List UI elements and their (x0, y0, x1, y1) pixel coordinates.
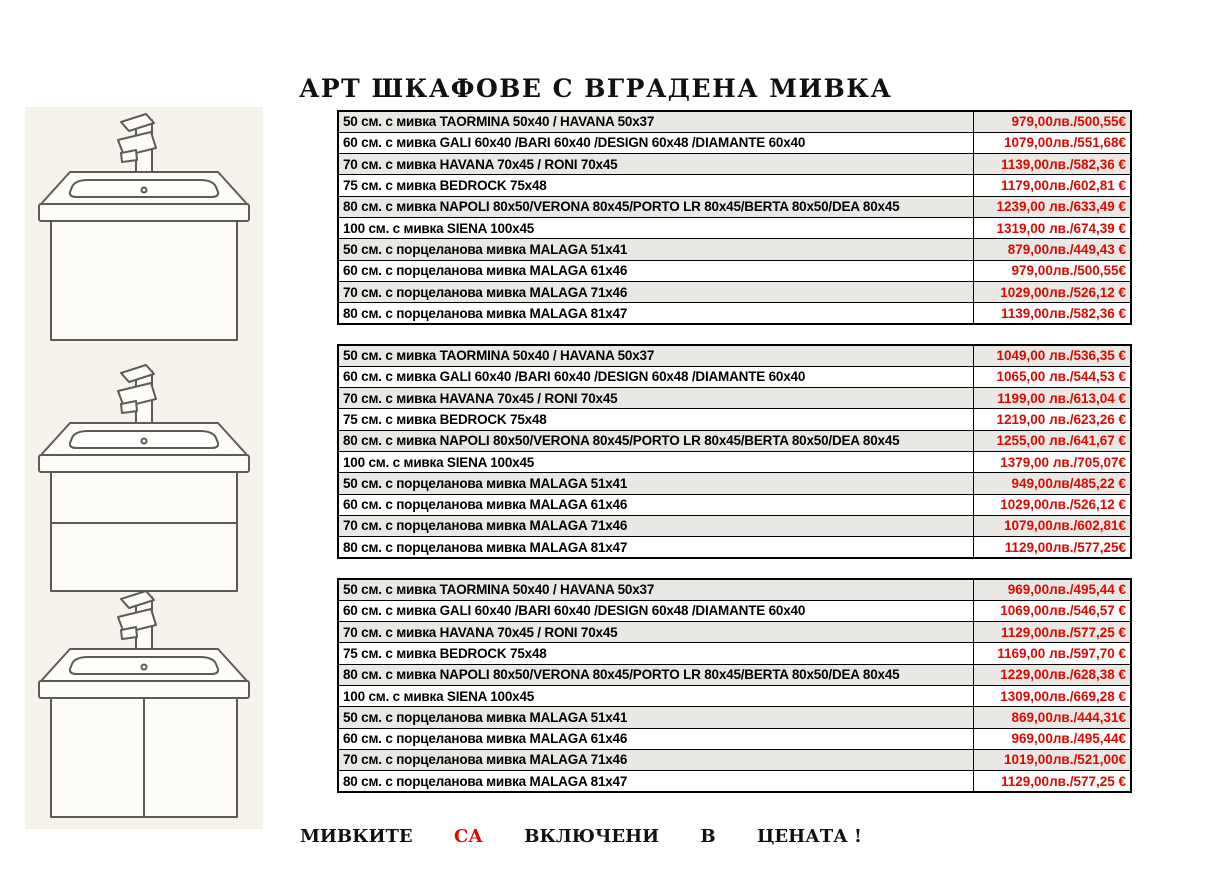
footer-word: СА (453, 826, 483, 847)
product-price: 1229,00лв./628,38 € (973, 664, 1131, 685)
product-description: 50 см. с мивка TAORMINA 50x40 / HAVANA 50x37 (338, 111, 973, 132)
price-table-1 (337, 110, 1132, 325)
product-description: 70 см. с порцеланова мивка MALAGA 71x46 (338, 749, 973, 770)
table-row (338, 239, 1131, 260)
product-description: 80 см. с мивка NAPOLI 80x50/VERONA 80x45/PORTO LR 80x45/BERTA 80x50/DEA 80x45 (338, 664, 973, 685)
table-row (338, 728, 1131, 749)
product-price: 969,00лв./495,44 € (973, 579, 1131, 600)
product-price: 869,00лв./444,31€ (973, 707, 1131, 728)
cabinet-illustrations-panel (25, 107, 263, 829)
product-price: 1079,00лв./551,68€ (973, 132, 1131, 153)
product-price: 1029,00лв./526,12 € (973, 494, 1131, 515)
footer-word: МИВКИТЕ (300, 826, 413, 847)
product-price: 1309,00лв./669,28 € (973, 685, 1131, 706)
table-row (338, 260, 1131, 281)
product-price: 1199,00 лв./613,04 € (973, 388, 1131, 409)
product-price: 1129,00лв./577,25 € (973, 622, 1131, 643)
product-price: 1239,00 лв./633,49 € (973, 196, 1131, 217)
product-price: 1139,00лв./582,36 € (973, 154, 1131, 175)
product-description: 60 см. с мивка GALI 60x40 /BARI 60x40 /DESIGN 60x48 /DIAMANTE 60x40 (338, 600, 973, 621)
table-row (338, 707, 1131, 728)
product-price: 1379,00 лв./705,07€ (973, 451, 1131, 472)
table-row (338, 366, 1131, 387)
product-price: 1065,00 лв./544,53 € (973, 366, 1131, 387)
table-row (338, 579, 1131, 600)
footer-word: ЦЕНАТА ! (756, 826, 862, 847)
table-row (338, 303, 1131, 324)
table-row (338, 388, 1131, 409)
product-description: 50 см. с мивка TAORMINA 50x40 / HAVANA 50x37 (338, 579, 973, 600)
product-description: 50 см. с мивка TAORMINA 50x40 / HAVANA 50x37 (338, 345, 973, 366)
table-row (338, 132, 1131, 153)
product-description: 75 см. с мивка BEDROCK 75x48 (338, 175, 973, 196)
cabinet-body (51, 221, 237, 340)
product-description: 80 см. с порцеланова мивка MALAGA 81x47 (338, 771, 973, 792)
product-price: 1079,00лв./602,81€ (973, 515, 1131, 536)
table-row (338, 537, 1131, 558)
table-row (338, 494, 1131, 515)
table-row (338, 664, 1131, 685)
product-description: 75 см. с мивка BEDROCK 75x48 (338, 643, 973, 664)
price-table-3 (337, 578, 1132, 793)
product-price: 1069,00лв./546,57 € (973, 600, 1131, 621)
product-description: 70 см. с порцеланова мивка MALAGA 71x46 (338, 515, 973, 536)
table-row (338, 281, 1131, 302)
product-price: 979,00лв./500,55€ (973, 260, 1131, 281)
product-description: 70 см. с порцеланова мивка MALAGA 71x46 (338, 281, 973, 302)
footer-note (300, 826, 862, 847)
product-price: 949,00лв/485,22 € (973, 473, 1131, 494)
product-description: 70 см. с мивка HAVANA 70x45 / RONI 70x45 (338, 622, 973, 643)
product-price: 1169,00 лв./597,70 € (973, 643, 1131, 664)
product-price: 1179,00лв./602,81 € (973, 175, 1131, 196)
product-description: 100 см. с мивка SIENA 100x45 (338, 217, 973, 238)
footer-word: В (700, 826, 716, 847)
product-description: 70 см. с мивка HAVANA 70x45 / RONI 70x45 (338, 154, 973, 175)
table-row (338, 217, 1131, 238)
table-row (338, 409, 1131, 430)
product-description: 50 см. с порцеланова мивка MALAGA 51x41 (338, 707, 973, 728)
table-row (338, 473, 1131, 494)
table-row (338, 196, 1131, 217)
product-description: 100 см. с мивка SIENA 100x45 (338, 451, 973, 472)
product-description: 80 см. с мивка NAPOLI 80x50/VERONA 80x45/PORTO LR 80x45/BERTA 80x50/DEA 80x45 (338, 196, 973, 217)
vanity-two-doors-illustration (25, 586, 263, 824)
cabinet-body (51, 472, 237, 591)
product-description: 75 см. с мивка BEDROCK 75x48 (338, 409, 973, 430)
product-price: 969,00лв./495,44€ (973, 728, 1131, 749)
table-row (338, 451, 1131, 472)
table-row (338, 345, 1131, 366)
product-price: 1319,00 лв./674,39 € (973, 217, 1131, 238)
product-price: 1129,00лв./577,25€ (973, 537, 1131, 558)
product-price: 1139,00лв./582,36 € (973, 303, 1131, 324)
table-row (338, 685, 1131, 706)
product-description: 50 см. с порцеланова мивка MALAGA 51x41 (338, 473, 973, 494)
product-price: 1029,00лв./526,12 € (973, 281, 1131, 302)
product-price: 1129,00лв./577,25 € (973, 771, 1131, 792)
table-row (338, 771, 1131, 792)
product-price: 1219,00 лв./623,26 € (973, 409, 1131, 430)
product-description: 60 см. с порцеланова мивка MALAGA 61x46 (338, 260, 973, 281)
product-description: 80 см. с порцеланова мивка MALAGA 81x47 (338, 537, 973, 558)
table-row (338, 111, 1131, 132)
table-row (338, 643, 1131, 664)
price-tables-container (337, 110, 1132, 812)
product-description: 60 см. с порцеланова мивка MALAGA 61x46 (338, 494, 973, 515)
table-row (338, 749, 1131, 770)
product-price: 879,00лв./449,43 € (973, 239, 1131, 260)
vanity-single-front-illustration (25, 109, 263, 347)
product-price: 1049,00 лв./536,35 € (973, 345, 1131, 366)
table-row (338, 175, 1131, 196)
product-price: 1019,00лв./521,00€ (973, 749, 1131, 770)
product-description: 60 см. с порцеланова мивка MALAGA 61x46 (338, 728, 973, 749)
product-description: 80 см. с мивка NAPOLI 80x50/VERONA 80x45/PORTO LR 80x45/BERTA 80x50/DEA 80x45 (338, 430, 973, 451)
product-description: 50 см. с порцеланова мивка MALAGA 51x41 (338, 239, 973, 260)
footer-word: ВКЛЮЧЕНИ (524, 826, 660, 847)
product-price: 1255,00 лв./641,67 € (973, 430, 1131, 451)
product-description: 100 см. с мивка SIENA 100x45 (338, 685, 973, 706)
product-description: 60 см. с мивка GALI 60x40 /BARI 60x40 /DESIGN 60x48 /DIAMANTE 60x40 (338, 366, 973, 387)
table-row (338, 600, 1131, 621)
product-price: 979,00лв./500,55€ (973, 111, 1131, 132)
table-row (338, 154, 1131, 175)
table-row (338, 515, 1131, 536)
product-description: 80 см. с порцеланова мивка MALAGA 81x47 (338, 303, 973, 324)
product-description: 70 см. с мивка HAVANA 70x45 / RONI 70x45 (338, 388, 973, 409)
table-row (338, 622, 1131, 643)
table-row (338, 430, 1131, 451)
page-title: АРТ ШКАФОВЕ С ВГРАДЕНА МИВКА (299, 74, 893, 103)
product-description: 60 см. с мивка GALI 60x40 /BARI 60x40 /DESIGN 60x48 /DIAMANTE 60x40 (338, 132, 973, 153)
vanity-two-drawers-illustration (25, 360, 263, 598)
price-table-2 (337, 344, 1132, 559)
